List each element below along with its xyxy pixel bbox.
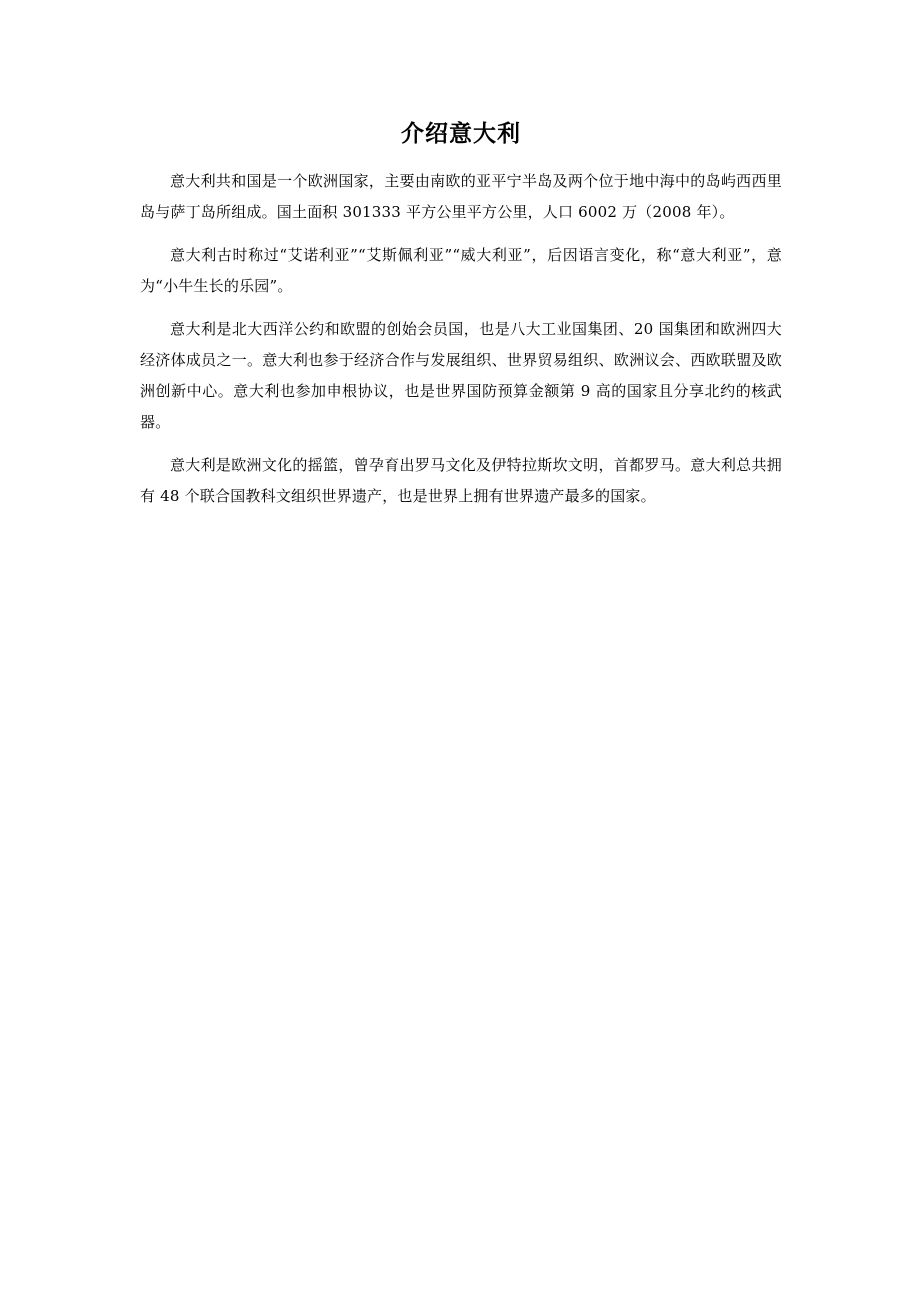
paragraph-2: 意大利古时称过“艾诺利亚”“艾斯佩利亚”“威大利亚”，后因语言变化，称“意大利亚”，意为“小牛生长的乐园”。 — [140, 246, 782, 295]
paragraph-1: 意大利共和国是一个欧洲国家，主要由南欧的亚平宁半岛及两个位于地中海中的岛屿西西里岛与萨丁岛所组成。国土面积 301333 平方公里平方公里，人口 6002 万（2008 年）。 — [140, 172, 782, 221]
page-title: 介绍意大利 — [401, 121, 521, 147]
paragraph-4: 意大利是欧洲文化的摇篮，曾孕育出罗马文化及伊特拉斯坎文明，首都罗马。意大利总共拥有 48 个联合国教科文组织世界遗产，也是世界上拥有世界遗产最多的国家。 — [140, 456, 782, 505]
document-body — [140, 112, 782, 524]
paragraph-3: 意大利是北大西洋公约和欧盟的创始会员国，也是八大工业国集团、20 国集团和欧洲四大经济体成员之一。意大利也参于经济合作与发展组织、世界贸易组织、欧洲议会、西欧联盟及欧洲创新中心。意大利也参加申根协议，也是世界国防预算金额第 9 高的国家且分享北约的核武器。 — [140, 320, 782, 431]
